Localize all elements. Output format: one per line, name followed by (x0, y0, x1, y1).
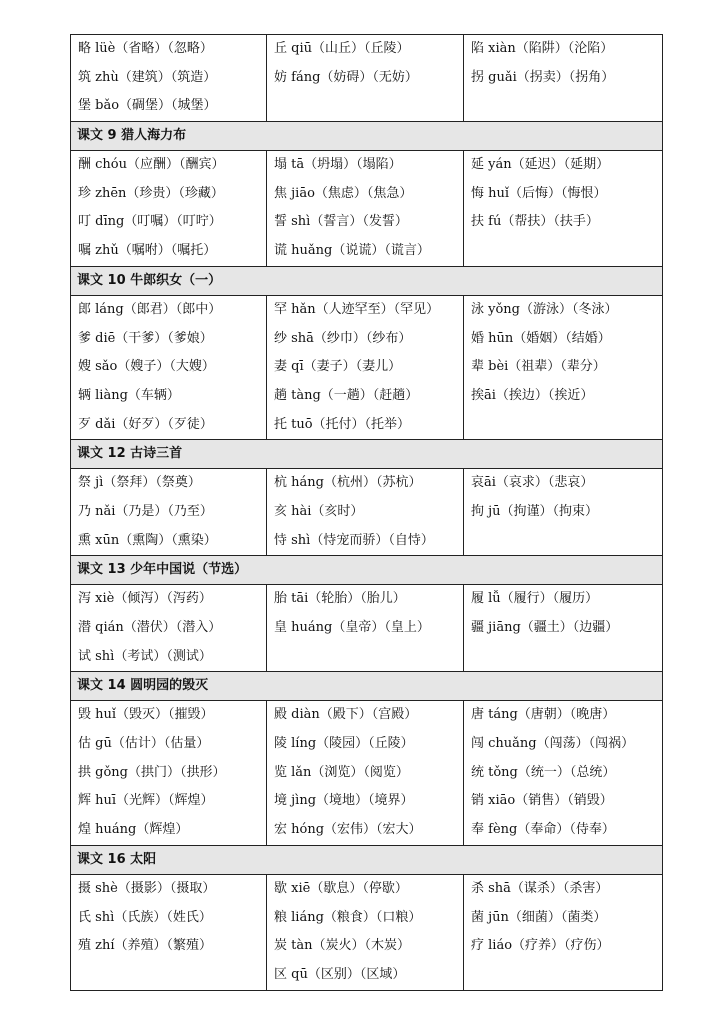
vocab-entry: 拱 gǒng（拱门）（拱形） (78, 764, 226, 780)
vocab-entry: 托 tuō（托付）（托举） (274, 416, 411, 432)
lesson-title: 课文 9 猎人海力布 (71, 122, 663, 151)
vocab-cell (267, 469, 464, 556)
vocab-entry: 塌 tā（坍塌）（塌陷） (274, 157, 402, 173)
lesson-title: 课文 10 牛郎织女（一） (71, 266, 663, 295)
vocab-cell (71, 469, 267, 556)
lesson-header-row (71, 440, 663, 469)
vocab-entry: 婚 hūn（婚姻）（结婚） (471, 330, 611, 346)
vocab-cell (464, 701, 663, 845)
vocab-entry: 嘱 zhǔ（嘱咐）（嘱托） (78, 243, 217, 259)
vocab-cell (267, 35, 464, 122)
vocab-entry: 拐 guǎi（拐卖）（拐角） (471, 69, 615, 85)
vocab-cell (71, 151, 267, 267)
lesson-header-row (71, 122, 663, 151)
vocab-cell (71, 35, 267, 122)
vocab-entry: 殿 diàn（殿下）（宫殿） (274, 707, 418, 723)
vocab-entry: 奉 fèng（奉命）（侍奉） (471, 822, 615, 838)
vocab-entry: 堡 bǎo（碉堡）（城堡） (78, 98, 217, 114)
vocab-entry: 乃 nǎi（乃是）（乃至） (78, 503, 213, 519)
vocab-entry: 估 gū（估计）（估量） (78, 736, 210, 752)
vocab-cell (71, 295, 267, 439)
vocab-entry: 挨āi（挨边）（挨近） (471, 387, 594, 403)
vocab-entry: 销 xiāo（销售）（销毁） (471, 793, 613, 809)
vocab-entry: 叮 dīng（叮嘱）（叮咛） (78, 214, 222, 230)
vocab-entry: 拘 jū（拘谨）（拘束） (471, 503, 599, 519)
vocab-entry: 氏 shì（氏族）（姓氏） (78, 909, 212, 925)
vocab-entry: 丘 qiū（山丘）（丘陵） (274, 41, 410, 56)
vocab-row (71, 469, 663, 556)
vocab-cell (464, 151, 663, 267)
vocab-entry: 境 jìng（境地）（境界） (274, 793, 414, 809)
vocab-entry: 酬 chóu（应酬）（酬宾） (78, 157, 225, 173)
vocab-cell (267, 701, 464, 845)
vocab-cell (267, 295, 464, 439)
lesson-title: 课文 14 圆明园的毁灭 (71, 672, 663, 701)
vocab-entry: 宏 hóng（宏伟）（宏大） (274, 822, 422, 838)
vocab-entry: 恃 shì（恃宠而骄）（自恃） (274, 532, 434, 548)
vocab-entry: 珍 zhēn（珍贵）（珍藏） (78, 185, 224, 201)
vocab-cell (267, 585, 464, 672)
vocab-cell (464, 585, 663, 672)
vocab-entry: 统 tǒng（统一）（总统） (471, 764, 616, 780)
vocab-cell (464, 469, 663, 556)
vocab-entry: 哀āi（哀求）（悲哀） (471, 475, 594, 491)
vocabulary-table-body (71, 35, 663, 991)
vocab-row (71, 151, 663, 267)
vocab-entry: 皇 huáng（皇帝）（皇上） (274, 620, 430, 635)
vocab-entry: 焦 jiāo（焦虑）（焦急） (274, 185, 413, 201)
vocab-entry: 炭 tàn（炭火）（木炭） (274, 938, 410, 954)
vocab-entry: 辉 huī（光辉）（辉煌） (78, 793, 214, 809)
vocab-entry: 歹 dǎi（好歹）（歹徒） (78, 416, 213, 432)
lesson-title: 课文 16 太阳 (71, 845, 663, 874)
vocab-entry: 熏 xūn（熏陶）（熏染） (78, 532, 217, 548)
vocab-entry: 歇 xiē（歇息）（停歇） (274, 880, 408, 896)
vocab-entry: 爹 diē（干爹）（爹娘） (78, 330, 213, 346)
vocab-entry: 誓 shì（誓言）（发誓） (274, 214, 408, 230)
vocab-entry: 罕 hǎn（人迹罕至）（罕见） (274, 301, 440, 317)
vocab-cell (71, 585, 267, 672)
vocab-entry: 区 qū（区别）（区域） (274, 966, 406, 982)
vocab-row (71, 585, 663, 672)
vocab-entry: 嫂 sǎo（嫂子）（大嫂） (78, 359, 215, 375)
vocab-entry: 趟 tàng（一趟）（赶趟） (274, 387, 419, 403)
vocab-entry: 祭 jì（祭拜）（祭奠） (78, 475, 201, 491)
vocab-entry: 殖 zhí（养殖）（繁殖） (78, 938, 213, 954)
vocab-entry: 郎 láng（郎君）（郎中） (78, 301, 222, 317)
vocab-cell (71, 874, 267, 990)
vocab-entry: 泻 xiè（倾泻）（泻药） (78, 591, 212, 607)
vocab-entry: 履 lǚ（履行）（履历） (471, 591, 599, 607)
lesson-header-row (71, 845, 663, 874)
vocab-entry: 辈 bèi（祖辈）（辈分） (471, 359, 606, 375)
lesson-header-row (71, 266, 663, 295)
vocab-cell (71, 701, 267, 845)
vocab-entry: 杀 shā（谋杀）（杀害） (471, 880, 609, 896)
vocab-entry: 妻 qī（妻子）（妻儿） (274, 359, 402, 375)
vocab-entry: 闯 chuǎng（闯荡）（闯祸） (471, 736, 635, 752)
vocab-entry: 毁 huǐ（毁灭）（摧毁） (78, 707, 214, 723)
vocab-entry: 谎 huǎng（说谎）（谎言） (274, 243, 430, 259)
vocab-entry: 纱 shā（纱巾）（纱布） (274, 330, 412, 346)
vocab-entry: 延 yán（延迟）（延期） (471, 157, 610, 173)
vocab-entry: 杭 háng（杭州）（苏杭） (274, 475, 422, 491)
vocab-entry: 粮 liáng（粮食）（口粮） (274, 909, 422, 925)
vocab-entry: 潜 qián（潜伏）（潜入） (78, 620, 222, 635)
vocab-entry: 泳 yǒng（游泳）（冬泳） (471, 301, 618, 317)
lesson-title: 课文 13 少年中国说（节选） (71, 556, 663, 585)
vocab-row (71, 874, 663, 990)
lesson-header-row (71, 672, 663, 701)
vocab-entry: 览 lǎn（浏览）（阅览） (274, 764, 409, 780)
vocab-row (71, 295, 663, 439)
vocab-entry: 辆 liàng（车辆） (78, 387, 180, 403)
vocab-cell (464, 295, 663, 439)
vocab-cell (267, 874, 464, 990)
vocab-entry: 扶 fú（帮扶）（扶手） (471, 214, 599, 230)
vocab-entry: 疆 jiāng（疆土）（边疆） (471, 620, 619, 635)
vocab-entry: 摄 shè（摄影）（摄取） (78, 880, 216, 896)
vocab-cell (464, 35, 663, 122)
vocabulary-table (70, 34, 663, 991)
vocab-entry: 略 lüè（省略）（忽略） (78, 41, 213, 56)
vocab-entry: 陵 líng（陵园）（丘陵） (274, 736, 414, 752)
vocab-entry: 悔 huǐ（后悔）（悔恨） (471, 185, 607, 201)
vocab-entry: 菌 jūn（细菌）（菌类） (471, 909, 607, 925)
vocab-entry: 试 shì（考试）（测试） (78, 648, 212, 664)
lesson-header-row (71, 556, 663, 585)
vocab-cell (464, 874, 663, 990)
vocab-entry: 胎 tāi（轮胎）（胎儿） (274, 591, 406, 607)
vocab-entry: 妨 fáng（妨碍）（无妨） (274, 69, 418, 85)
vocab-entry: 亥 hài（亥时） (274, 503, 364, 519)
lesson-title: 课文 12 古诗三首 (71, 440, 663, 469)
vocab-entry: 疗 liáo（疗养）（疗伤） (471, 938, 610, 954)
vocab-row (71, 35, 663, 122)
vocab-entry: 筑 zhù（建筑）（筑造） (78, 69, 217, 85)
vocab-cell (267, 151, 464, 267)
vocab-entry: 唐 táng（唐朝）（晚唐） (471, 707, 616, 723)
vocab-entry: 陷 xiàn（陷阱）（沦陷） (471, 41, 614, 56)
vocab-row (71, 701, 663, 845)
vocab-entry: 煌 huáng（辉煌） (78, 822, 189, 838)
